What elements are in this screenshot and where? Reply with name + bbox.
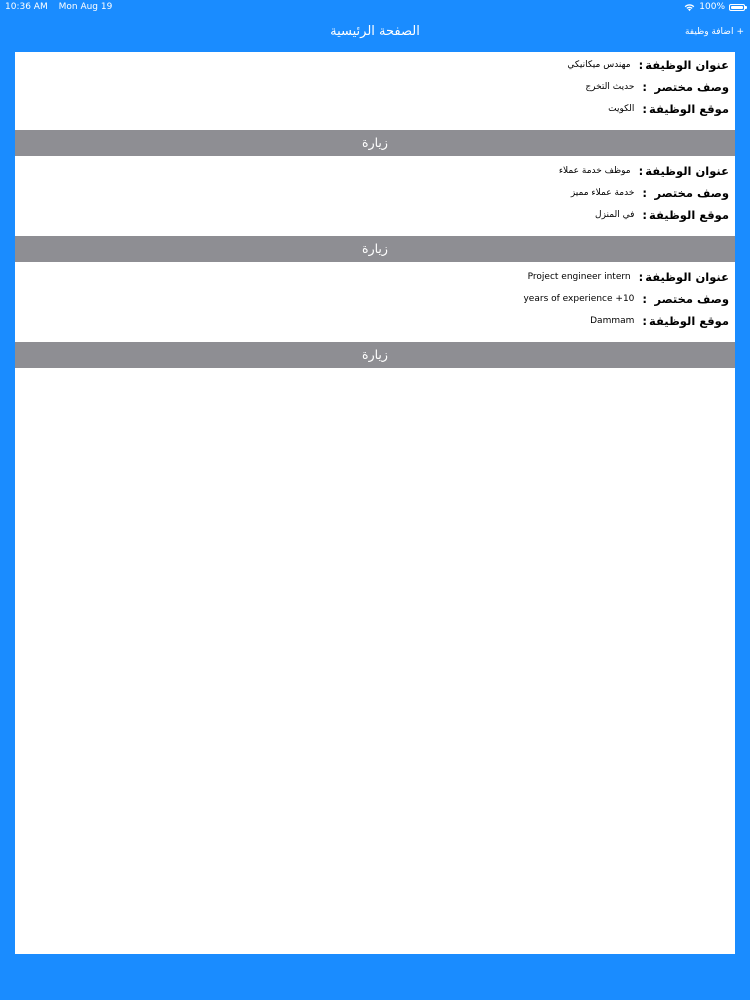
add-job-label: اضافة وظيفة [684, 27, 734, 37]
job-title-value: Project engineer intern [527, 272, 631, 282]
job-card [15, 158, 735, 264]
job-title-row [15, 54, 735, 76]
job-location-row [15, 98, 735, 120]
colon: : [642, 80, 647, 94]
job-card [15, 264, 735, 370]
add-job-button[interactable] [685, 27, 744, 37]
status-date: Mon Aug 19 [58, 2, 113, 12]
colon: : [642, 208, 647, 222]
battery-percent: 100% [699, 2, 725, 12]
job-title-label: عنوان الوظيفة [645, 270, 729, 284]
battery-icon [729, 4, 745, 11]
nav-bar [0, 14, 750, 52]
job-desc-row [15, 76, 735, 98]
job-title-row [15, 160, 735, 182]
job-title-row [15, 266, 735, 288]
job-desc-label: وصف مختصر [654, 292, 729, 306]
status-left [5, 0, 120, 14]
visit-button[interactable]: زيارة [15, 342, 735, 368]
job-fields [15, 264, 735, 342]
wifi-icon [684, 3, 695, 12]
page-title: الصفحة الرئيسية [330, 24, 420, 39]
job-desc-label: وصف مختصر [654, 186, 729, 200]
colon: : [638, 270, 644, 284]
job-location-value: في المنزل [595, 210, 635, 220]
job-location-label: موقع الوظيفة [649, 314, 729, 328]
job-desc-label: وصف مختصر [654, 80, 729, 94]
colon: : [642, 314, 647, 328]
colon: : [638, 164, 644, 178]
job-location-row [15, 204, 735, 226]
battery-fill [731, 6, 743, 9]
job-title-label: عنوان الوظيفة [645, 164, 729, 178]
visit-button[interactable]: زيارة [15, 236, 735, 262]
job-location-label: موقع الوظيفة [649, 208, 729, 222]
colon: : [642, 186, 647, 200]
job-title-label: عنوان الوظيفة [645, 58, 729, 72]
job-location-label: موقع الوظيفة [649, 102, 729, 116]
status-bar [0, 0, 750, 14]
colon: : [642, 102, 647, 116]
visit-button[interactable]: زيارة [15, 130, 735, 156]
job-desc-row [15, 182, 735, 204]
job-fields [15, 158, 735, 236]
job-location-value: الكويت [608, 104, 635, 114]
job-location-row [15, 310, 735, 332]
plus-icon: + [736, 27, 744, 37]
job-card [15, 52, 735, 158]
job-location-value: Dammam [590, 316, 635, 326]
colon: : [638, 58, 644, 72]
job-desc-row [15, 288, 735, 310]
job-title-value: موظف خدمة عملاء [558, 166, 631, 176]
job-title-value: مهندس ميكانيكي [567, 60, 631, 70]
status-time: 10:36 AM [5, 2, 48, 12]
job-fields [15, 52, 735, 130]
colon: : [642, 292, 647, 306]
job-desc-value: 10+ years of experience [523, 294, 635, 304]
jobs-list [15, 52, 735, 954]
status-right [684, 0, 745, 14]
job-desc-value: خدمة عملاء مميز [570, 188, 635, 198]
job-desc-value: حديث التخرج [585, 82, 635, 92]
